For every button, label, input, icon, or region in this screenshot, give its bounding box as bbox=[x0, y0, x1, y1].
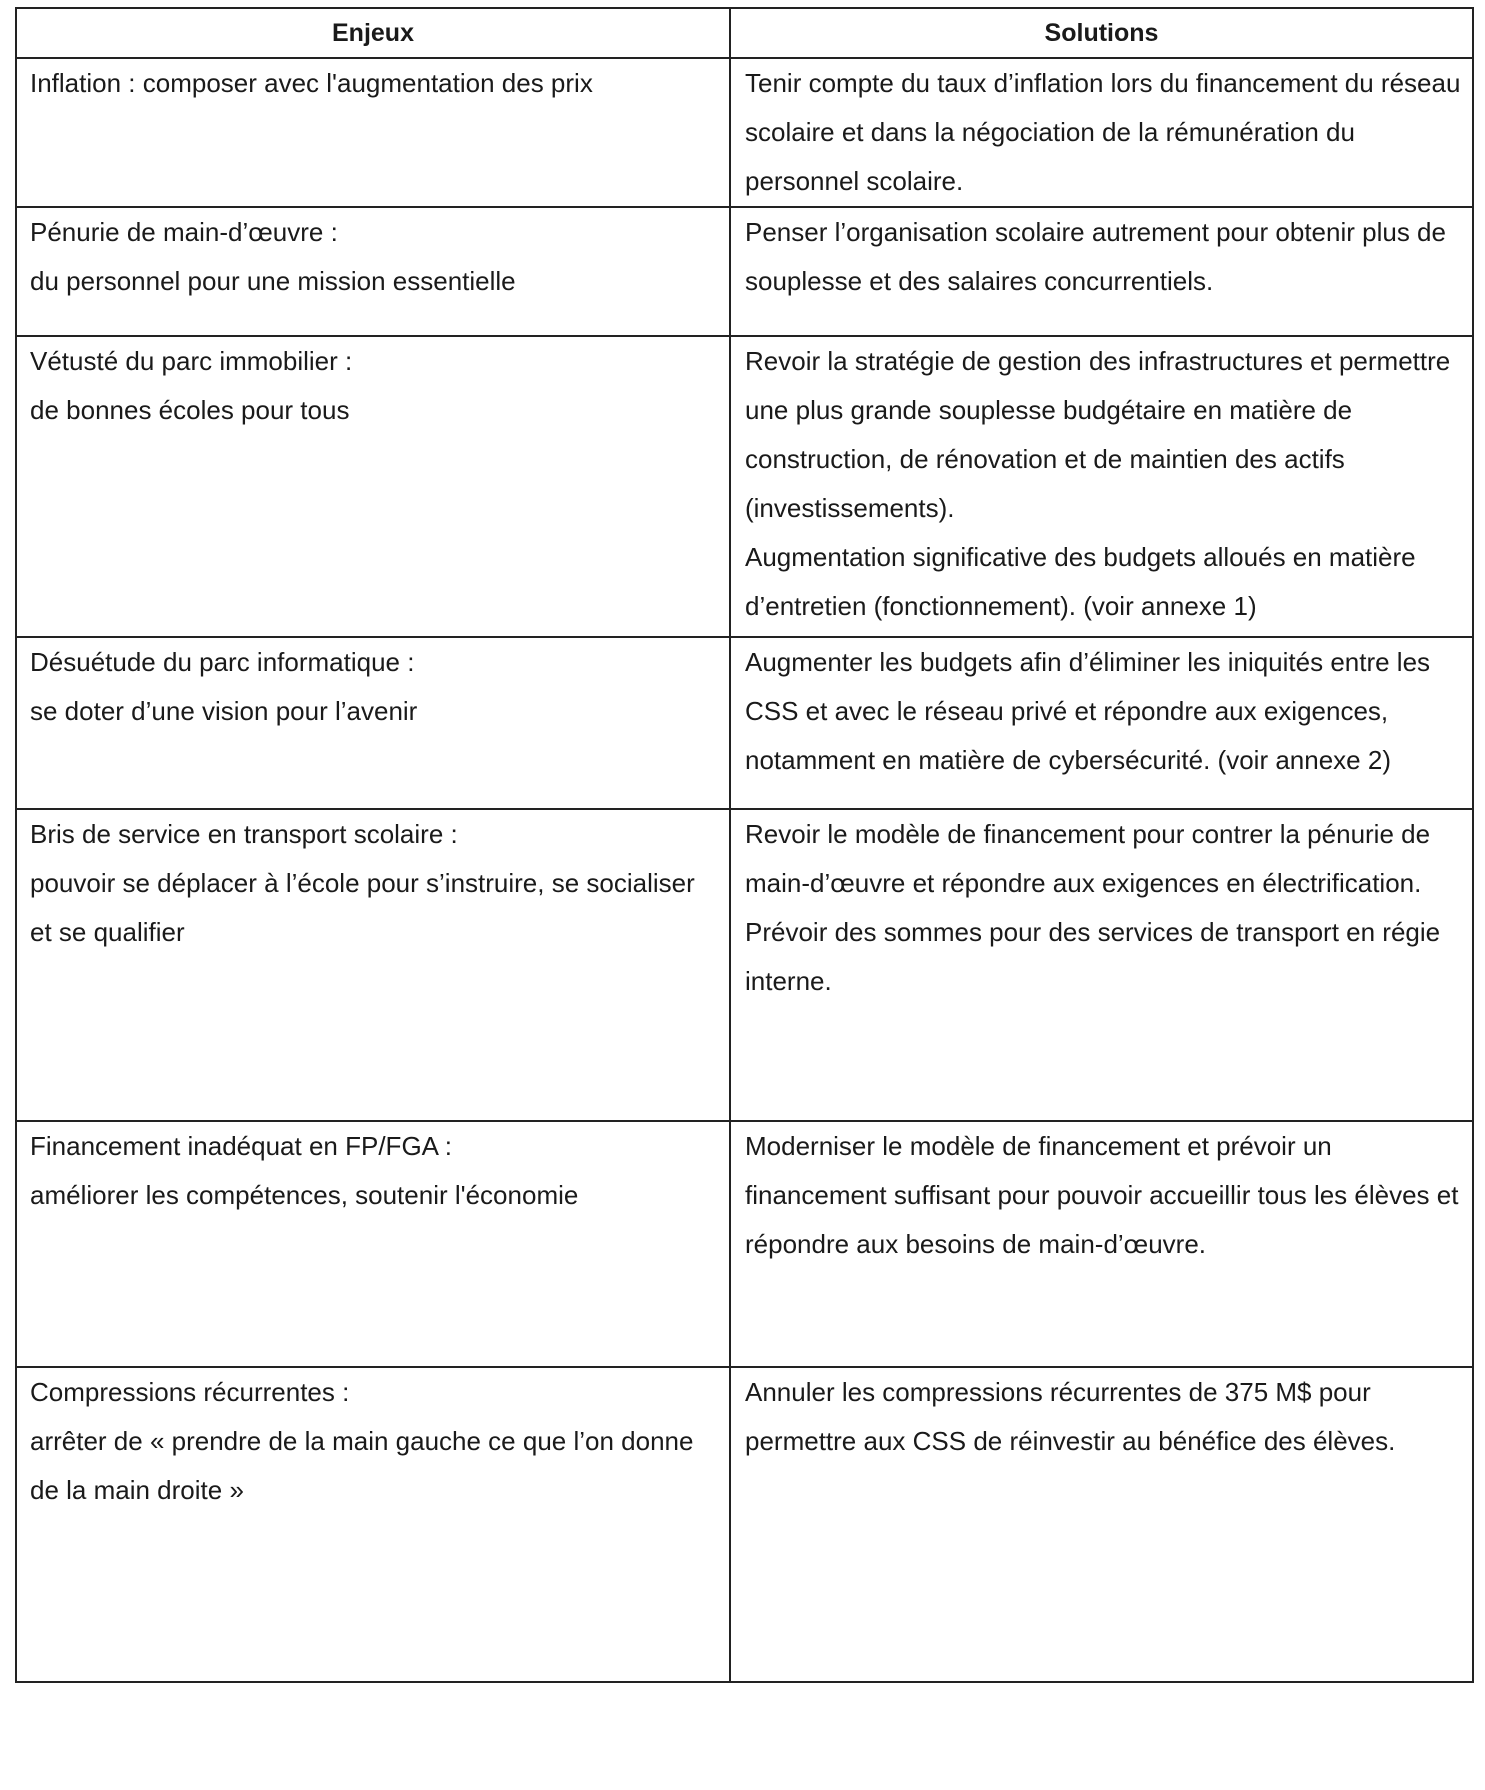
solution-cell bbox=[730, 1367, 1473, 1682]
issue-title: Désuétude du parc informatique : bbox=[30, 647, 415, 677]
solution-cell bbox=[730, 58, 1473, 207]
issue-title: Financement inadéquat en FP/FGA : bbox=[30, 1131, 453, 1161]
issue-cell bbox=[16, 637, 730, 809]
solution-text: Penser l’organisation scolaire autrement pour obtenir plus de souplesse et des salaires concurrentiels. bbox=[745, 217, 1446, 296]
solution-cell bbox=[730, 809, 1473, 1121]
table-row bbox=[16, 336, 1473, 637]
solution-text: Augmenter les budgets afin d’éliminer les iniquités entre les CSS et avec le réseau privé et répondre aux exigences, notamment en matière de cybersécurité. (voir annexe 2) bbox=[745, 647, 1431, 775]
issue-subtitle: du personnel pour une mission essentielle bbox=[30, 266, 516, 296]
issue-cell bbox=[16, 58, 730, 207]
issue-subtitle: de bonnes écoles pour tous bbox=[30, 395, 350, 425]
issue-title: Bris de service en transport scolaire : bbox=[30, 819, 458, 849]
issue-subtitle: arrêter de « prendre de la main gauche ce que l’on donne de la main droite » bbox=[30, 1426, 694, 1505]
issue-cell bbox=[16, 1367, 730, 1682]
header-issues: Enjeux bbox=[16, 8, 730, 58]
solution-text: Annuler les compressions récurrentes de 375 M$ pour permettre aux CSS de réinvestir au bénéfice des élèves. bbox=[745, 1377, 1396, 1456]
issue-cell bbox=[16, 809, 730, 1121]
table-row bbox=[16, 58, 1473, 207]
table-row bbox=[16, 1367, 1473, 1682]
solution-cell bbox=[730, 207, 1473, 336]
header-solutions: Solutions bbox=[730, 8, 1473, 58]
solution-text: Augmentation significative des budgets alloués en matière d’entretien (fonctionnement). (voir annexe 1) bbox=[745, 542, 1416, 621]
solution-text: Moderniser le modèle de financement et prévoir un financement suffisant pour pouvoir accueillir tous les élèves et répondre aux besoins de main-d’œuvre. bbox=[745, 1131, 1459, 1259]
issue-title: Compressions récurrentes : bbox=[30, 1377, 350, 1407]
solution-cell bbox=[730, 1121, 1473, 1367]
issues-solutions-table bbox=[15, 7, 1474, 1683]
solution-text: Prévoir des sommes pour des services de transport en régie interne. bbox=[745, 917, 1441, 996]
solution-text: Revoir la stratégie de gestion des infrastructures et permettre une plus grande souplesse budgétaire en matière de construction, de rénovation et de maintien des actifs (investissements). bbox=[745, 346, 1451, 523]
table-row bbox=[16, 207, 1473, 336]
issue-cell bbox=[16, 207, 730, 336]
issue-title: Vétusté du parc immobilier : bbox=[30, 346, 353, 376]
issue-subtitle: améliorer les compétences, soutenir l'économie bbox=[30, 1180, 579, 1210]
issue-cell bbox=[16, 336, 730, 637]
solution-cell bbox=[730, 637, 1473, 809]
solution-text: Tenir compte du taux d’inflation lors du financement du réseau scolaire et dans la négociation de la rémunération du personnel scolaire. bbox=[745, 68, 1461, 196]
table-header-row bbox=[16, 8, 1473, 58]
solution-cell bbox=[730, 336, 1473, 637]
issue-subtitle: se doter d’une vision pour l’avenir bbox=[30, 696, 418, 726]
solution-text: Revoir le modèle de financement pour contrer la pénurie de main-d’œuvre et répondre aux exigences en électrification. bbox=[745, 819, 1431, 898]
issue-cell bbox=[16, 1121, 730, 1367]
table-row bbox=[16, 637, 1473, 809]
issue-title: Pénurie de main-d’œuvre : bbox=[30, 217, 338, 247]
issue-text: Inflation : composer avec l'augmentation des prix bbox=[30, 68, 593, 98]
table-row bbox=[16, 1121, 1473, 1367]
issue-subtitle: pouvoir se déplacer à l’école pour s’instruire, se socialiser et se qualifier bbox=[30, 868, 695, 947]
table-row bbox=[16, 809, 1473, 1121]
